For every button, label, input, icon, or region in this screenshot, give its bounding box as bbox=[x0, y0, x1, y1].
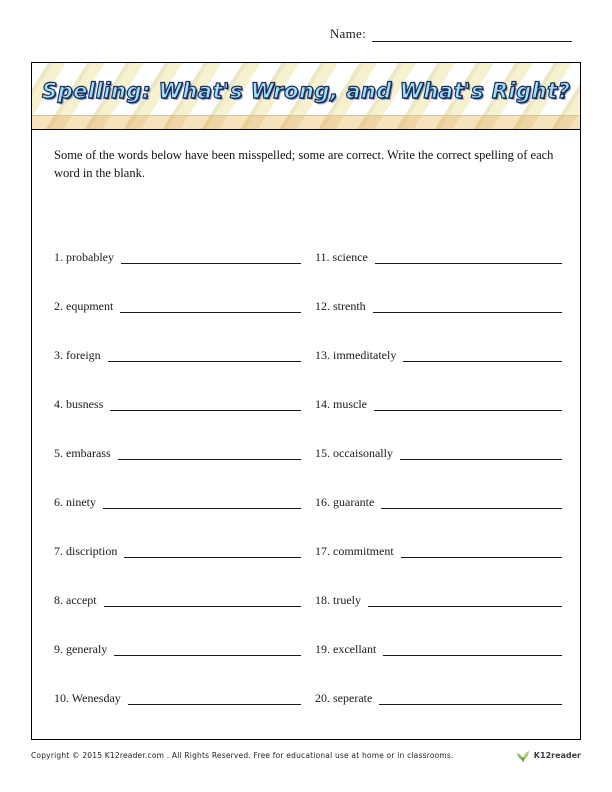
answer-blank[interactable] bbox=[110, 398, 301, 411]
question-column-left bbox=[54, 215, 301, 705]
word-label: 4. busness bbox=[54, 396, 104, 411]
word-label: 10. Wenesday bbox=[54, 690, 121, 705]
list-item bbox=[315, 215, 562, 264]
word-label: 11. science bbox=[315, 249, 368, 264]
list-item bbox=[315, 411, 562, 460]
answer-blank[interactable] bbox=[368, 594, 562, 607]
worksheet-banner bbox=[32, 63, 580, 130]
word-label: 8. accept bbox=[54, 592, 97, 607]
answer-blank[interactable] bbox=[401, 545, 562, 558]
answer-blank[interactable] bbox=[121, 251, 301, 264]
list-item bbox=[54, 607, 301, 656]
word-label: 18. truely bbox=[315, 592, 361, 607]
word-label: 6. ninety bbox=[54, 494, 96, 509]
word-label: 17. commitment bbox=[315, 543, 394, 558]
name-field bbox=[330, 26, 572, 42]
word-label: 5. embarass bbox=[54, 445, 111, 460]
answer-blank[interactable] bbox=[104, 594, 301, 607]
word-label: 15. occaisonally bbox=[315, 445, 393, 460]
answer-blank[interactable] bbox=[118, 447, 301, 460]
list-item bbox=[315, 264, 562, 313]
instructions-text: Some of the words below have been misspelled; some are correct. Write the correct spelling of each word in the blank. bbox=[54, 148, 554, 181]
answer-blank[interactable] bbox=[379, 692, 562, 705]
answer-blank[interactable] bbox=[108, 349, 301, 362]
list-item bbox=[54, 411, 301, 460]
list-item bbox=[54, 362, 301, 411]
word-label: 7. discription bbox=[54, 543, 118, 558]
list-item bbox=[315, 362, 562, 411]
list-item bbox=[315, 460, 562, 509]
list-item bbox=[315, 656, 562, 705]
k12reader-logo bbox=[515, 748, 581, 762]
word-label: 16. guarante bbox=[315, 494, 375, 509]
answer-blank[interactable] bbox=[381, 496, 562, 509]
answer-blank[interactable] bbox=[103, 496, 301, 509]
list-item bbox=[54, 558, 301, 607]
answer-blank[interactable] bbox=[400, 447, 562, 460]
leaf-icon bbox=[515, 748, 531, 762]
banner-title-wrap bbox=[32, 77, 580, 105]
answer-blank[interactable] bbox=[124, 545, 301, 558]
list-item bbox=[315, 607, 562, 656]
word-label: 19. excellant bbox=[315, 641, 377, 656]
worksheet-frame bbox=[31, 62, 581, 740]
answer-blank[interactable] bbox=[375, 251, 562, 264]
list-item bbox=[54, 460, 301, 509]
question-columns bbox=[54, 215, 562, 705]
answer-blank[interactable] bbox=[403, 349, 562, 362]
name-input-blank[interactable] bbox=[372, 28, 572, 42]
worksheet-title: Spelling: What's Wrong, and What's Right? bbox=[42, 79, 571, 103]
answer-blank[interactable] bbox=[128, 692, 301, 705]
word-label: 9. generaly bbox=[54, 641, 108, 656]
copyright-text: Copyright © 2015 K12reader.com . All Rights Reserved. Free for educational use at home or in classrooms. bbox=[31, 750, 454, 760]
answer-blank[interactable] bbox=[383, 643, 562, 656]
list-item bbox=[315, 558, 562, 607]
answer-blank[interactable] bbox=[373, 300, 562, 313]
word-label: 20. seperate bbox=[315, 690, 373, 705]
name-label: Name: bbox=[329, 26, 366, 41]
question-column-right bbox=[315, 215, 562, 705]
answer-blank[interactable] bbox=[114, 643, 301, 656]
logo-label: K12reader bbox=[533, 750, 581, 760]
list-item bbox=[54, 264, 301, 313]
answer-blank[interactable] bbox=[120, 300, 301, 313]
list-item bbox=[54, 656, 301, 705]
list-item bbox=[315, 509, 562, 558]
word-label: 12. strenth bbox=[315, 298, 366, 313]
list-item bbox=[54, 509, 301, 558]
list-item bbox=[54, 215, 301, 264]
word-label: 3. foreign bbox=[54, 347, 101, 362]
list-item bbox=[315, 313, 562, 362]
word-label: 1. probabley bbox=[54, 249, 114, 264]
word-label: 13. immeditately bbox=[315, 347, 397, 362]
answer-blank[interactable] bbox=[374, 398, 562, 411]
word-label: 14. muscle bbox=[315, 396, 367, 411]
list-item bbox=[54, 313, 301, 362]
word-label: 2. equpment bbox=[54, 298, 114, 313]
page-footer bbox=[31, 748, 581, 762]
